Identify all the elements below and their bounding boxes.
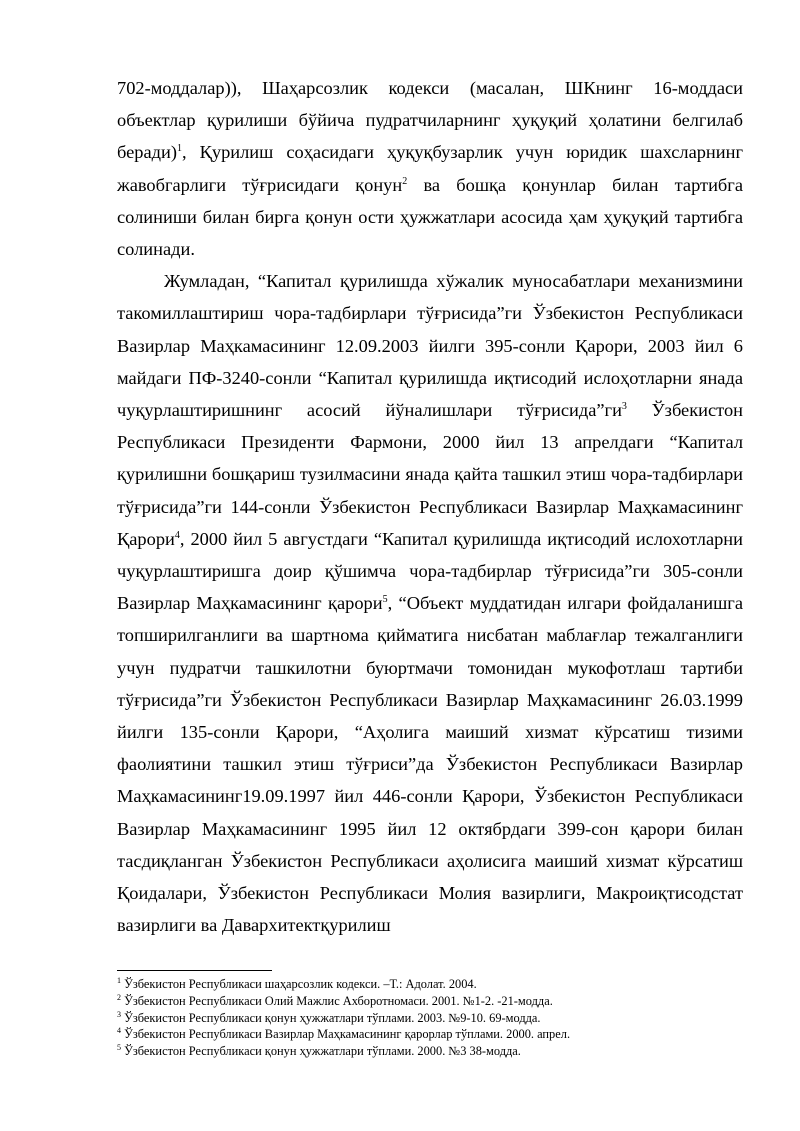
footnote (117, 993, 743, 1010)
paragraph-2-text-3: , 2000 йил 5 августдаги “Капитал қурилишда иқтисодий ислохотларни чуқурлаштиришга доир қўшимча чора-тадбирлар тўғрисида”ги 305-сонли Вазирлар Маҳкамасининг қарори (117, 528, 743, 614)
footnote-ref-4: 4 (174, 529, 180, 541)
footnote-separator (117, 970, 272, 971)
footnote-text: Ўзбекистон Республикаси шаҳарсозлик кодекси. –Т.: Адолат. 2004. (124, 977, 477, 991)
footnote-ref-1: 1 (176, 143, 182, 155)
footnote-text: Ўзбекистон Республикаси Вазирлар Маҳкамасининг қарорлар тўплами. 2000. апрел. (124, 1027, 571, 1042)
footnote (117, 1026, 743, 1043)
paragraph-2-text-1: Жумладан, “Капитал қурилишда хўжалик муносабатлари механизмини такомиллаштириш чора-тадбирлари тўғрисида”ги Ўзбекистон Республикаси Вазирлар Маҳкамасининг 12.09.2003 йилги 395-сонли Қарори, 2003 йил 6 майдаги ПФ-3240-сонли “Капитал қурилишда иқтисодий ислоҳотларни янада чуқурлаштиришнинг асосий йўналишлари тўғрисида”ги (117, 271, 743, 421)
paragraph-2-text-4: , “Объект муддатидан илгари фойдаланишга топширилганлиги ва шартнома қийматига нисбатан маблағлар тежалганлиги учун пудратчи ташкилотни буюртмачи томонидан мукофотлаш тартиби тўғрисида”ги Ўзбекистон Республикаси Вазирлар Маҳкамасининг 26.03.1999 йилги 135-сонли Қарори, “Аҳолига маиший хизмат кўрсатиш тизими фаолиятини ташкил этиш тўғриси”да Ўзбекистон Республикаси Вазирлар Маҳкамасининг19.09.1997 йил 446-сонли Қарори, Ўзбекистон Республикаси Вазирлар Маҳкамасининг 1995 йил 12 октябрдаги 399-сон қарори билан тасдиқланган Ўзбекистон Республикаси аҳолисига маиший хизмат кўрсатиш Қоидалари, Ўзбекистон Республикаси Молия вазирлиги, Макроиқтисодстат вазирлиги ва Даварxитектқурилиш (117, 593, 743, 936)
paragraph-1 (117, 72, 743, 265)
paragraph-2-text-2: Ўзбекистон Республикаси Президенти Фармони, 2000 йил 13 апрелдаги “Капитал қурилишни бошқариш тузилмасини янада қайта ташкил этиш чора-тадбирлари тўғрисида”ги 144-сонли Ўзбекистон Республикаси Вазирлар Маҳкамасининг Қарори (117, 400, 743, 549)
footnote-ref-3: 3 (621, 400, 627, 412)
paragraph-1-text-3: ва бошқа қонунлар билан тартибга солиниши билан бирга қонун ости ҳужжатлари асосида ҳам ҳуқуқий тартибга солинади. (117, 174, 743, 260)
footnote-number: 2 (117, 992, 121, 1002)
footnote-number: 1 (117, 975, 121, 985)
footnote (117, 1043, 743, 1060)
footnote (117, 976, 743, 993)
footnote-text: Ўзбекистон Республикаси Олий Мажлис Ахборотномаси. 2001. №1-2. -21-модда. (124, 993, 553, 1008)
footnote-ref-2: 2 (402, 175, 408, 187)
footnote-number: 4 (117, 1026, 121, 1036)
footnote-number: 5 (117, 1043, 121, 1053)
footnote-text: Ўзбекистон Республикаси қонун ҳужжатлари тўплами. 2000. №3 38-модда. (124, 1044, 521, 1059)
footnote (117, 1010, 743, 1027)
footnote-text: Ўзбекистон Республикаси қонун ҳужжатлари тўплами. 2003. №9-10. 69-модда. (124, 1010, 541, 1025)
paragraph-2 (117, 265, 743, 941)
paragraph-1-text-2: , Қурилиш соҳасидаги ҳуқуқбузарлик учун юридик шахсларнинг жавобгарлиги тўғрисидаги қонун (117, 142, 743, 195)
document-body (117, 72, 743, 941)
footnote-ref-5: 5 (382, 594, 388, 606)
footnote-number: 3 (117, 1009, 121, 1019)
footnotes (117, 976, 743, 1060)
paragraph-1-text-1: 702-моддалар)), Шаҳарсозлик кодекси (масалан, ШКнинг 16-моддаси объектлар қурилиши бўйича пудратчиларнинг ҳуқуқий ҳолатини белгилаб беради) (117, 78, 743, 163)
